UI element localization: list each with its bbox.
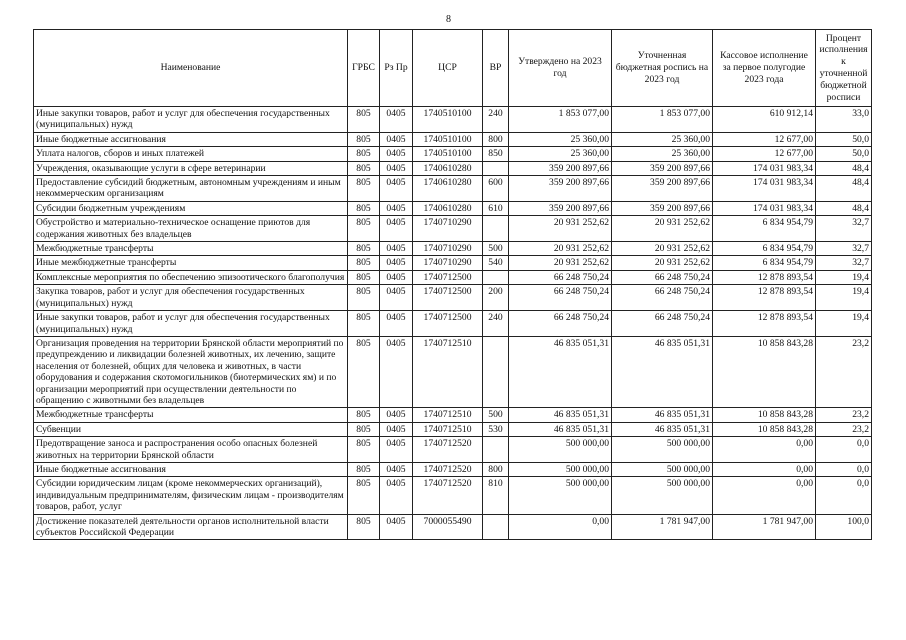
- cell-refined: 1 781 947,00: [612, 514, 713, 540]
- cell-cash: 6 834 954,79: [713, 242, 816, 256]
- cell-name: Межбюджетные трансферты: [34, 242, 348, 256]
- cell-approved: 25 360,00: [509, 147, 612, 161]
- cell-csr: 1740712510: [413, 408, 483, 422]
- cell-cash: 174 031 983,34: [713, 176, 816, 202]
- cell-csr: 1740712520: [413, 437, 483, 463]
- cell-rzpr: 0405: [380, 462, 413, 476]
- cell-refined: 46 835 051,31: [612, 408, 713, 422]
- cell-approved: 500 000,00: [509, 462, 612, 476]
- cell-cash: 0,00: [713, 437, 816, 463]
- header-cash: Кассовое исполнение за первое полугодие 2023 года: [713, 30, 816, 107]
- cell-vr: 600: [483, 176, 509, 202]
- cell-cash: 6 834 954,79: [713, 256, 816, 270]
- cell-percent: 23,2: [816, 408, 872, 422]
- cell-rzpr: 0405: [380, 107, 413, 133]
- cell-csr: 1740712520: [413, 462, 483, 476]
- table-row: [34, 477, 872, 514]
- cell-vr: 240: [483, 107, 509, 133]
- cell-refined: 500 000,00: [612, 437, 713, 463]
- cell-vr: 240: [483, 311, 509, 337]
- cell-grbs: 805: [348, 147, 380, 161]
- cell-refined: 359 200 897,66: [612, 161, 713, 175]
- cell-rzpr: 0405: [380, 201, 413, 215]
- header-name: Наименование: [34, 30, 348, 107]
- cell-percent: 32,7: [816, 216, 872, 242]
- cell-rzpr: 0405: [380, 311, 413, 337]
- cell-grbs: 805: [348, 285, 380, 311]
- cell-rzpr: 0405: [380, 408, 413, 422]
- cell-grbs: 805: [348, 256, 380, 270]
- table-row: [34, 422, 872, 436]
- table-row: [34, 201, 872, 215]
- cell-rzpr: 0405: [380, 242, 413, 256]
- cell-percent: 23,2: [816, 422, 872, 436]
- header-refined: Уточненная бюджетная роспись на 2023 год: [612, 30, 713, 107]
- cell-grbs: 805: [348, 242, 380, 256]
- header-row: [34, 30, 872, 107]
- cell-percent: 19,4: [816, 270, 872, 284]
- header-approved: Утверждено на 2023 год: [509, 30, 612, 107]
- cell-approved: 20 931 252,62: [509, 256, 612, 270]
- cell-grbs: 805: [348, 216, 380, 242]
- table-row: [34, 514, 872, 540]
- cell-name: Иные межбюджетные трансферты: [34, 256, 348, 270]
- cell-rzpr: 0405: [380, 422, 413, 436]
- cell-cash: 0,00: [713, 462, 816, 476]
- cell-grbs: 805: [348, 311, 380, 337]
- cell-rzpr: 0405: [380, 132, 413, 146]
- table-row: [34, 437, 872, 463]
- cell-percent: 50,0: [816, 132, 872, 146]
- cell-approved: 500 000,00: [509, 437, 612, 463]
- cell-refined: 20 931 252,62: [612, 256, 713, 270]
- cell-cash: 12 878 893,54: [713, 311, 816, 337]
- cell-csr: 1740610280: [413, 176, 483, 202]
- cell-refined: 66 248 750,24: [612, 270, 713, 284]
- cell-csr: 7000055490: [413, 514, 483, 540]
- cell-percent: 100,0: [816, 514, 872, 540]
- cell-cash: 1 781 947,00: [713, 514, 816, 540]
- cell-grbs: 805: [348, 161, 380, 175]
- cell-approved: 20 931 252,62: [509, 216, 612, 242]
- cell-refined: 25 360,00: [612, 147, 713, 161]
- cell-refined: 500 000,00: [612, 462, 713, 476]
- header-percent: Процент исполнения к уточненной бюджетной росписи: [816, 30, 872, 107]
- cell-grbs: 805: [348, 176, 380, 202]
- cell-csr: 1740712500: [413, 311, 483, 337]
- cell-rzpr: 0405: [380, 336, 413, 407]
- cell-refined: 359 200 897,66: [612, 201, 713, 215]
- cell-approved: 359 200 897,66: [509, 161, 612, 175]
- cell-name: Учреждения, оказывающие услуги в сфере ветеринарии: [34, 161, 348, 175]
- cell-percent: 50,0: [816, 147, 872, 161]
- cell-approved: 46 835 051,31: [509, 408, 612, 422]
- cell-refined: 20 931 252,62: [612, 242, 713, 256]
- table-row: [34, 147, 872, 161]
- cell-cash: 174 031 983,34: [713, 201, 816, 215]
- cell-approved: 66 248 750,24: [509, 285, 612, 311]
- cell-vr: 540: [483, 256, 509, 270]
- cell-percent: 48,4: [816, 201, 872, 215]
- cell-approved: 66 248 750,24: [509, 270, 612, 284]
- cell-cash: 6 834 954,79: [713, 216, 816, 242]
- table-row: [34, 176, 872, 202]
- cell-name: Организация проведения на территории Брянской области мероприятий по предупреждению и ликвидации болезней животных, их лечению, защите населения от болезней, общих для человека и животных, в части оборудования и содержания скотомогильников (биотермических ям) и по организации мероприятий при осуществлении деятельности по обращению с животными без владельцев: [34, 336, 348, 407]
- table-row: [34, 216, 872, 242]
- cell-refined: 25 360,00: [612, 132, 713, 146]
- cell-rzpr: 0405: [380, 176, 413, 202]
- cell-rzpr: 0405: [380, 285, 413, 311]
- cell-name: Достижение показателей деятельности органов исполнительной власти субъектов Российской Федерации: [34, 514, 348, 540]
- cell-grbs: 805: [348, 437, 380, 463]
- cell-approved: 359 200 897,66: [509, 201, 612, 215]
- cell-approved: 500 000,00: [509, 477, 612, 514]
- cell-name: Межбюджетные трансферты: [34, 408, 348, 422]
- cell-csr: 1740710290: [413, 216, 483, 242]
- cell-grbs: 805: [348, 408, 380, 422]
- cell-percent: 33,0: [816, 107, 872, 133]
- cell-approved: 46 835 051,31: [509, 422, 612, 436]
- table-row: [34, 270, 872, 284]
- cell-percent: 0,0: [816, 437, 872, 463]
- cell-name: Иные бюджетные ассигнования: [34, 132, 348, 146]
- cell-grbs: 805: [348, 422, 380, 436]
- header-grbs: ГРБС: [348, 30, 380, 107]
- cell-refined: 46 835 051,31: [612, 336, 713, 407]
- header-vr: ВР: [483, 30, 509, 107]
- cell-csr: 1740712500: [413, 285, 483, 311]
- cell-vr: [483, 514, 509, 540]
- cell-rzpr: 0405: [380, 161, 413, 175]
- header-csr: ЦСР: [413, 30, 483, 107]
- cell-cash: 12 677,00: [713, 132, 816, 146]
- table-body: [34, 107, 872, 540]
- cell-csr: 1740712500: [413, 270, 483, 284]
- cell-percent: 19,4: [816, 311, 872, 337]
- cell-vr: 530: [483, 422, 509, 436]
- cell-vr: [483, 336, 509, 407]
- cell-grbs: 805: [348, 107, 380, 133]
- cell-cash: 12 878 893,54: [713, 270, 816, 284]
- cell-refined: 66 248 750,24: [612, 285, 713, 311]
- cell-cash: 610 912,14: [713, 107, 816, 133]
- cell-rzpr: 0405: [380, 437, 413, 463]
- cell-vr: 500: [483, 242, 509, 256]
- page-number: 8: [446, 14, 451, 25]
- table-row: [34, 462, 872, 476]
- cell-name: Предотвращение заноса и распространения особо опасных болезней животных на территории Брянской области: [34, 437, 348, 463]
- cell-name: Иные закупки товаров, работ и услуг для обеспечения государственных (муниципальных) нужд: [34, 311, 348, 337]
- cell-name: Субвенции: [34, 422, 348, 436]
- cell-cash: 10 858 843,28: [713, 422, 816, 436]
- cell-csr: 1740710290: [413, 256, 483, 270]
- cell-name: Иные закупки товаров, работ и услуг для обеспечения государственных (муниципальных) нужд: [34, 107, 348, 133]
- cell-refined: 1 853 077,00: [612, 107, 713, 133]
- cell-csr: 1740712510: [413, 422, 483, 436]
- cell-grbs: 805: [348, 514, 380, 540]
- cell-cash: 10 858 843,28: [713, 336, 816, 407]
- cell-percent: 0,0: [816, 462, 872, 476]
- cell-grbs: 805: [348, 132, 380, 146]
- cell-rzpr: 0405: [380, 477, 413, 514]
- cell-approved: 0,00: [509, 514, 612, 540]
- cell-cash: 12 677,00: [713, 147, 816, 161]
- cell-approved: 25 360,00: [509, 132, 612, 146]
- cell-csr: 1740712520: [413, 477, 483, 514]
- table-row: [34, 311, 872, 337]
- cell-rzpr: 0405: [380, 514, 413, 540]
- cell-csr: 1740710290: [413, 242, 483, 256]
- cell-cash: 174 031 983,34: [713, 161, 816, 175]
- cell-rzpr: 0405: [380, 270, 413, 284]
- cell-refined: 66 248 750,24: [612, 311, 713, 337]
- cell-cash: 0,00: [713, 477, 816, 514]
- cell-csr: 1740510100: [413, 107, 483, 133]
- cell-percent: 23,2: [816, 336, 872, 407]
- cell-vr: [483, 437, 509, 463]
- cell-grbs: 805: [348, 336, 380, 407]
- cell-percent: 0,0: [816, 477, 872, 514]
- cell-rzpr: 0405: [380, 216, 413, 242]
- table-row: [34, 107, 872, 133]
- cell-rzpr: 0405: [380, 147, 413, 161]
- cell-grbs: 805: [348, 201, 380, 215]
- cell-name: Закупка товаров, работ и услуг для обеспечения государственных (муниципальных) нужд: [34, 285, 348, 311]
- cell-cash: 10 858 843,28: [713, 408, 816, 422]
- cell-approved: 46 835 051,31: [509, 336, 612, 407]
- budget-table: [33, 29, 872, 540]
- cell-csr: 1740712510: [413, 336, 483, 407]
- table-row: [34, 256, 872, 270]
- cell-refined: 46 835 051,31: [612, 422, 713, 436]
- cell-vr: 810: [483, 477, 509, 514]
- cell-vr: 200: [483, 285, 509, 311]
- cell-name: Предоставление субсидий бюджетным, автономным учреждениям и иным некоммерческим организациям: [34, 176, 348, 202]
- cell-grbs: 805: [348, 270, 380, 284]
- cell-name: Комплексные мероприятия по обеспечению эпизоотического благополучия: [34, 270, 348, 284]
- cell-name: Уплата налогов, сборов и иных платежей: [34, 147, 348, 161]
- table-row: [34, 132, 872, 146]
- cell-percent: 32,7: [816, 256, 872, 270]
- cell-csr: 1740510100: [413, 132, 483, 146]
- cell-grbs: 805: [348, 462, 380, 476]
- cell-percent: 48,4: [816, 161, 872, 175]
- table-row: [34, 408, 872, 422]
- cell-rzpr: 0405: [380, 256, 413, 270]
- cell-vr: 850: [483, 147, 509, 161]
- cell-approved: 1 853 077,00: [509, 107, 612, 133]
- table-row: [34, 242, 872, 256]
- cell-refined: 500 000,00: [612, 477, 713, 514]
- cell-name: Обустройство и материально-техническое оснащение приютов для содержания животных без владельцев: [34, 216, 348, 242]
- table-row: [34, 336, 872, 407]
- cell-percent: 48,4: [816, 176, 872, 202]
- cell-approved: 66 248 750,24: [509, 311, 612, 337]
- cell-vr: [483, 270, 509, 284]
- cell-percent: 32,7: [816, 242, 872, 256]
- cell-approved: 359 200 897,66: [509, 176, 612, 202]
- cell-name: Субсидии юридическим лицам (кроме некоммерческих организаций), индивидуальным предпринимателям, физическим лицам - производителям товаров, работ, услуг: [34, 477, 348, 514]
- cell-vr: [483, 161, 509, 175]
- cell-csr: 1740610280: [413, 161, 483, 175]
- cell-vr: 800: [483, 132, 509, 146]
- cell-name: Иные бюджетные ассигнования: [34, 462, 348, 476]
- header-rzpr: Рз Пр: [380, 30, 413, 107]
- table-row: [34, 161, 872, 175]
- cell-vr: 800: [483, 462, 509, 476]
- cell-percent: 19,4: [816, 285, 872, 311]
- table-row: [34, 285, 872, 311]
- cell-csr: 1740610280: [413, 201, 483, 215]
- cell-vr: 500: [483, 408, 509, 422]
- cell-approved: 20 931 252,62: [509, 242, 612, 256]
- cell-refined: 359 200 897,66: [612, 176, 713, 202]
- cell-vr: 610: [483, 201, 509, 215]
- cell-name: Субсидии бюджетным учреждениям: [34, 201, 348, 215]
- cell-vr: [483, 216, 509, 242]
- cell-refined: 20 931 252,62: [612, 216, 713, 242]
- cell-grbs: 805: [348, 477, 380, 514]
- cell-csr: 1740510100: [413, 147, 483, 161]
- cell-cash: 12 878 893,54: [713, 285, 816, 311]
